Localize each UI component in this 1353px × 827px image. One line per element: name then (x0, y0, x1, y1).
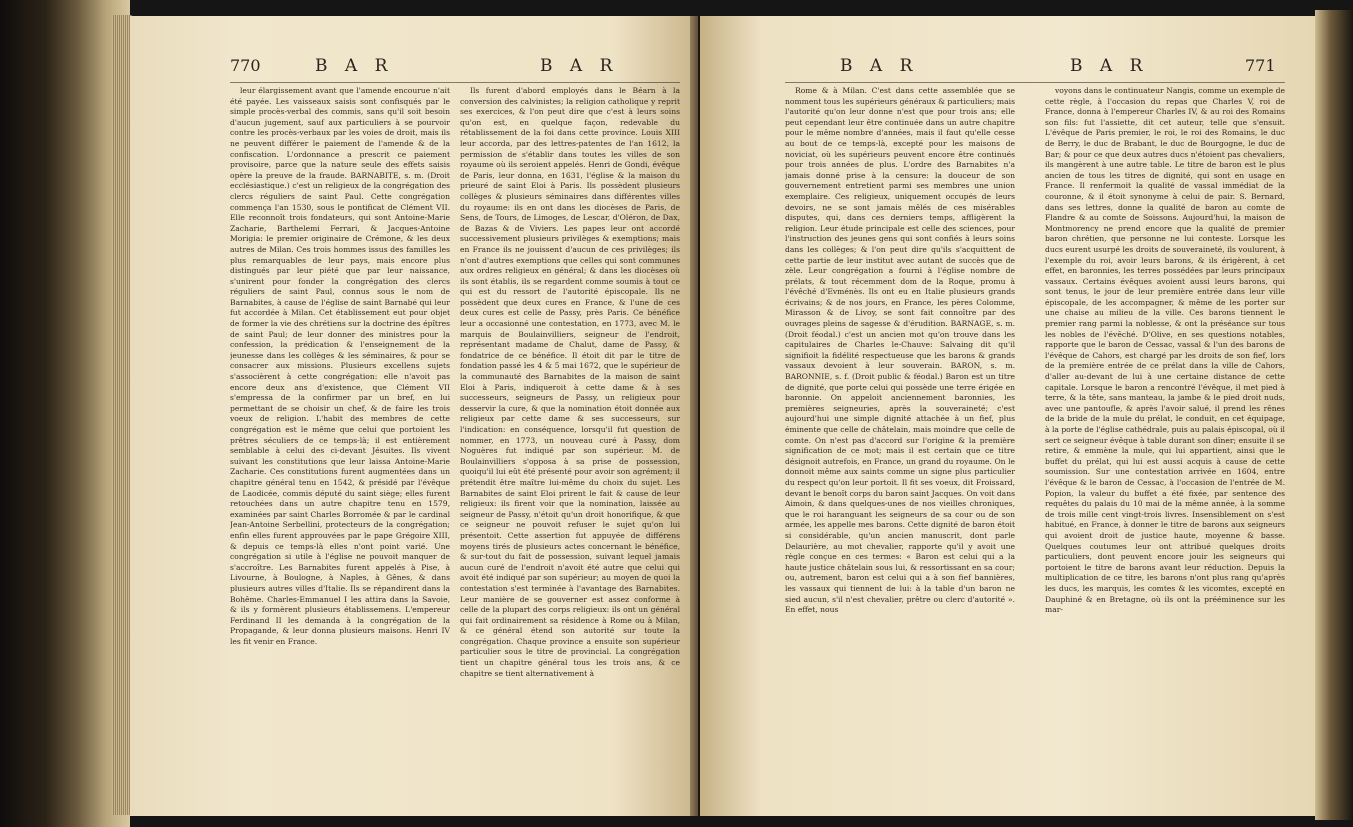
text-column-left-2 (460, 86, 680, 806)
column-text: Ils furent d'abord employés dans le Béarn à la conversion des calvinistes; la religion catholique y reprit ses exercices, & l'on peut dire que c'est à leurs soins qu'on est, en quelque façon, redevable du rétablissement de la foi dans cette province. Louis XIII leur accorda, par des lettres-patentes de l'an 1612, la permission de s'établir dans toutes les villes de son royaume où ils seroient appelés. Henri de Gondi, évêque de Paris, leur donna, en 1631, l'église & la maison du prieuré de saint Eloi à Paris. Ils possèdent plusieurs collèges & plusieurs séminaires dans différentes villes du royaume: ils en ont dans les diocèses de Paris, de Sens, de Tours, de Limoges, de Lescar, d'Oléron, de Dax, de Bazas & de Viviers. Les papes leur ont accordé successivement plusieurs privilèges & exemptions; mais en France ils ne jouissent d'aucun de ces privilèges; ils n'ont d'autres exemptions que celles qui sont communes aux ordres religieux en général; & dans les diocèses où ils sont établis, ils se regardent comme soumis à tout ce qui est du ressort de l'autorité épiscopale. Ils ne possèdent que deux cures en France, & l'une de ces deux cures est celle de Passy, près Paris. Ce bénéfice leur a occasionné une contestation, en 1773, avec M. le marquis de Boulainvilliers, seigneur de l'endroit, représentant madame de Chalut, dame de Passy, & fondatrice de ce bénéfice. Il étoit dit par le titre de fondation passé les 4 & 5 mai 1672, que le supérieur de la communauté des Barnabites de la maison de saint Eloi à Paris, indiqueroit à cette dame & à ses successeurs, seigneurs de Passy, un religieux pour desservir la cure, & que la nomination étoit donnée aux religieux par cette dame & ses successeurs, sur l'indication: en conséquence, lorsqu'il fut question de nommer, en 1773, un nouveau curé à Passy, dom Noguères fut indiqué par son supérieur. M. de Boulainvilliers s'opposa à sa prise de possession, quoiqu'il lui eût été présenté pour avoir son agrément; il prétendit être maître lui-même du choix du sujet. Les Barnabites de saint Eloi prirent le fait & cause de leur religieux: ils firent voir que la nomination, laissée au seigneur de Passy, n'étoit qu'un droit honorifique, & que ce seigneur ne pouvoit refuser le sujet qu'on lui présentoit. Cette assertion fut appuyée de différens moyens tirés de plusieurs actes concernant le bénéfice, & sur-tout du fait de possession, suivant lequel jamais aucun curé de l'endroit n'avoit été autre que celui qui avoit été indiqué par son supérieur; au moyen de quoi la contestation s'est terminée à l'avantage des Barnabites. Leur manière de se gouverner est assez conforme à celle de la plupart des corps religieux: ils ont un général qui fait ordinairement sa résidence à Rome ou à Milan, & ce général étend son autorité sur toute la congrégation. Chaque province a ensuite son supérieur particulier sous le titre de provincial. La congrégation tient un chapitre général tous les trois ans, & ce chapitre se tient alternativement à (460, 86, 680, 678)
book-edge-right (1315, 10, 1353, 820)
text-column-right-1 (785, 86, 1015, 806)
column-text: leur élargissement avant que l'amende encourue n'ait été payée. Les vaisseaux saisis sont confisqués par le simple procès-verbal des commis, sans qu'il soit besoin d'aucun jugement, sauf aux particuliers à se pourvoir contre les procès-verbaux par les voies de droit, mais ils ne peuvent différer le paiement de l'amende & de la confiscation. L'ordonnance a prescrit ce paiement provisoire, parce que la nature seule des effets saisis opère la preuve de la fraude. BARNABITE, s. m. (Droit ecclésiastique.) c'est un religieux de la congrégation des clercs réguliers de saint Paul. Cette congrégation commença l'an 1530, sous le pontificat de Clément VII. Elle reconnoît trois fondateurs, qui sont Antoine-Marie Zacharie, Barthelemi Ferrari, & Jacques-Antoine Morigia: le premier originaire de Crémone, & les deux autres de Milan. Ces trois hommes issus des familles les plus remarquables de leur pays, mais encore plus distingués par leur piété que par leur naissance, s'unirent pour fonder la congrégation des clercs réguliers de saint Paul, connus sous le nom de Barnabites, à cause de l'église de saint Barnabé qui leur fut accordée à Milan. Cet établissement eut pour objet de former la vie des chrétiens sur la doctrine des épîtres de saint Paul; de leur donner des ministres pour la confession, la prédication & l'enseignement de la jeunesse dans les collèges & les séminaires, & pour se consacrer aux missions. Plusieurs excellens sujets s'associèrent à cette congrégation: elle n'avoit pas encore deux ans d'existence, que Clément VII s'empressa de la confirmer par un bref, en lui permettant de se choisir un chef, & de faire les trois voeux de religion. L'habit des membres de cette congrégation est le même que celui que portoient les prêtres séculiers de ce temps-là; il est entièrement semblable à celui des ci-devant Jésuites. Ils vivent suivant les constitutions que leur laissa Antoine-Marie Zacharie. Ces constitutions furent augmentées dans un chapitre général tenu en 1542, & présidé par l'évêque de Laodicée, commis député du saint siège; elles furent retouchées dans un autre chapitre tenu en 1579, examinées par saint Charles Borromée & par le cardinal Jean-Antoine Serbellini, protecteurs de la congrégation; enfin elles furent approuvées par le pape Grégoire XIII, & depuis ce temps-là elles n'ont point varié. Une congrégation si utile à l'église ne pouvoit manquer de s'accroître. Les Barnabites furent appelés à Pise, à Livourne, à Boulogne, à Naples, à Gênes, & dans plusieurs autres villes d'Italie. Ils se répandirent dans la Bohême. Charles-Emmanuel I les attira dans la Savoie, & ils y formèrent plusieurs établissemens. L'empereur Ferdinand II les demanda à la congrégation de la Propagande, & leur donna plusieurs maisons. Henri IV les fit venir en France. (230, 86, 450, 646)
column-text: Rome & à Milan. C'est dans cette assemblée que se nomment tous les supérieurs généraux & particuliers; mais l'autorité qu'on leur donne n'est que pour trois ans; elle peut cependant leur être continuée dans un autre chapitre pour le même nombre d'années, mais il faut qu'elle cesse au bout de ce temps-là, excepté pour les maisons de noviciat, où les supérieurs peuvent encore être continués pour trois années de plus. L'ordre des Barnabites n'a jamais donné prise à la censure: la douceur de son gouvernement entretient parmi ses membres une union exemplaire. Ces religieux, uniquement occupés de leurs devoirs, ne se sont jamais mêlés de ces misérables disputes, qui, dans ces derniers temps, affligèrent la religion. Leur étude principale est celle des sciences, pour l'instruction des jeunes gens qui sont confiés à leurs soins dans les collèges; & l'on peut dire qu'ils s'acquittent de cette partie de leur institut avec autant de succès que de zèle. Leur congrégation a fourni à l'église nombre de prélats, & tout récemment dom de la Roque, promu à l'évêché d'Evménès. Ils ont eu en Italie plusieurs grands écrivains; & de nos jours, en France, les pères Colomme, Mirasson & de Livoy, se sont fait connoître par des ouvrages pleins de sagesse & d'érudition. BARNAGE, s. m. (Droit féodal.) c'est un ancien mot qu'on trouve dans les capitulaires de Charles le-Chauve: Salvaing dit qu'il signifioit la fidélité respectueuse que les barons & grands vassaux devoient à leur souverain. BARON, s. m. BARONNIE, s. f. (Droit public & féodal.) Baron est un titre de dignité, que porte celui qui possède une terre érigée en baronnie. On appeloit anciennement baronnies, les premières seigneuries, après la souveraineté; c'est aujourd'hui une simple dignité attachée à un fief, plus éminente que celle de châtelain, mais moindre que celle de comte. On n'est pas d'accord sur l'origine & la première signification de ce mot; mais il est certain que ce titre désignoit autrefois, en France, un grand du royaume. On le donnoit même aux saints comme un signe plus particulier du respect qu'on leur portoit. Il fit ses voeux, dit Froissard, devant le benoît corps du baron saint Jacques. On voit dans Aimoin, & dans quelques-unes de nos vieilles chroniques, que le roi haranguant les seigneurs de sa cour ou de son armée, les appelle mes barons. Cette dignité de baron étoit si considérable, qu'un ancien manuscrit, dont parle Delaurière, au mot chevalier, rapporte qu'il y avoit une règle conçue en ces termes: « Baron est celui qui a la haute justice châtelain sous lui, & ressortissant en sa cour; ou, autrement, baron est celui qui a à son fief bannières, les vassaux qui tiennent de lui: à la table d'un baron ne sied aucun, s'il n'est chevalier, prêtre ou clerc d'autorité ». En effet, nous (785, 86, 1015, 615)
header-rule-left (230, 82, 680, 83)
header-rule-right (785, 82, 1285, 83)
left-page (130, 16, 698, 816)
running-header-right-col2: B A R (1070, 56, 1149, 76)
running-header-right-col1: B A R (840, 56, 919, 76)
running-header-left-col1: B A R (315, 56, 394, 76)
text-column-left-1 (230, 86, 450, 806)
text-column-right-2 (1045, 86, 1285, 806)
running-header-left-col2: B A R (540, 56, 619, 76)
page-edges-left (112, 15, 132, 815)
book-edge-left (0, 0, 130, 827)
right-page (700, 16, 1315, 816)
column-text: voyons dans le continuateur Nangis, comme un exemple de cette règle, à l'occasion du repas que Charles V, roi de France, donna à l'empereur Charles IV, & au roi des Romains son fils: fut l'assiette, dit cet auteur, telle que s'ensuit. L'évêque de Paris premier, le roi, le roi des Romains, le duc de Berry, le duc de Brabant, le duc de Bourgogne, le duc de Bar; & pour ce que deux autres ducs n'étoient pas chevaliers, ils mangèrent à une autre table. Le titre de baron est le plus ancien de tous les titres de dignité, qui sont en usage en France. Il renfermoit la qualité de vassal immédiat de la couronne, & il étoit synonyme à celui de pair. S. Bernard, dans ses lettres, donne la qualité de baron au comte de Flandre & au comte de Soissons. Aujourd'hui, la maison de Montmorency ne prend encore que la qualité de premier baron chrétien, que personne ne lui conteste. Lorsque les ducs eurent usurpé les droits de souveraineté, ils voulurent, à l'exemple du roi, avoir leurs barons, & ils érigèrent, à cet effet, en baronnies, les terres possédées par leurs principaux vassaux. Certains évêques avoient aussi leurs barons, qui sont tenus, le jour de leur première entrée dans leur ville épiscopale, de les accompagner, & même de les porter sur une chaise au milieu de la ville. Ces barons tiennent le premier rang parmi la noblesse, & ont la préséance sur tous les nobles de l'évêché. D'Olive, en ses questions notables, rapporte que le baron de Cessac, vassal & l'un des barons de l'évêque de Cahors, est chargé par les droits de son fief, lors de la première entrée de ce prélat dans la ville de Cahors, d'aller au-devant de lui à une certaine distance de cette capitale. Lorsque le baron a rencontré l'évêque, il met pied à terre, & la tête, sans manteau, la jambe & le pied droit nuds, avec une pantoufle, & après l'avoir salué, il prend les rênes de la bride de la mule du prélat, le conduit, en cet équipage, à la porte de l'église cathédrale, puis au palais épiscopal, où il sert ce seigneur évêque à table durant son dîner; ensuite il se retire, & emmène la mule, qui lui appartient, ainsi que le buffet du prélat, qui lui est aussi acquis à cause de cette soumission. Sur une contestation arrivée en 1604, entre l'évêque & le baron de Cessac, à l'occasion de l'entrée de M. Popion, la valeur du buffet a été fixée, par sentence des requêtes du palais du 10 mai de la même année, à la somme de trois mille cent vingt-trois livres. Insensiblement on s'est habitué, en France, à donner le titre de barons aux seigneurs qui avoient droit de justice haute, moyenne & basse. Quelques coutumes leur ont attribué quelques droits particuliers, dont peuvent encore jouir les seigneurs qui portoient le titre de barons avant leur réduction. Depuis la multiplication de ce titre, les barons n'ont plus rang qu'après les ducs, les marquis, les comtes & les vicomtes, excepté en Dauphiné & en Bretagne, où ils ont la prééminence sur les mar- (1045, 86, 1285, 615)
page-number-right: 771 (1245, 56, 1276, 75)
page-number-left: 770 (230, 56, 261, 75)
